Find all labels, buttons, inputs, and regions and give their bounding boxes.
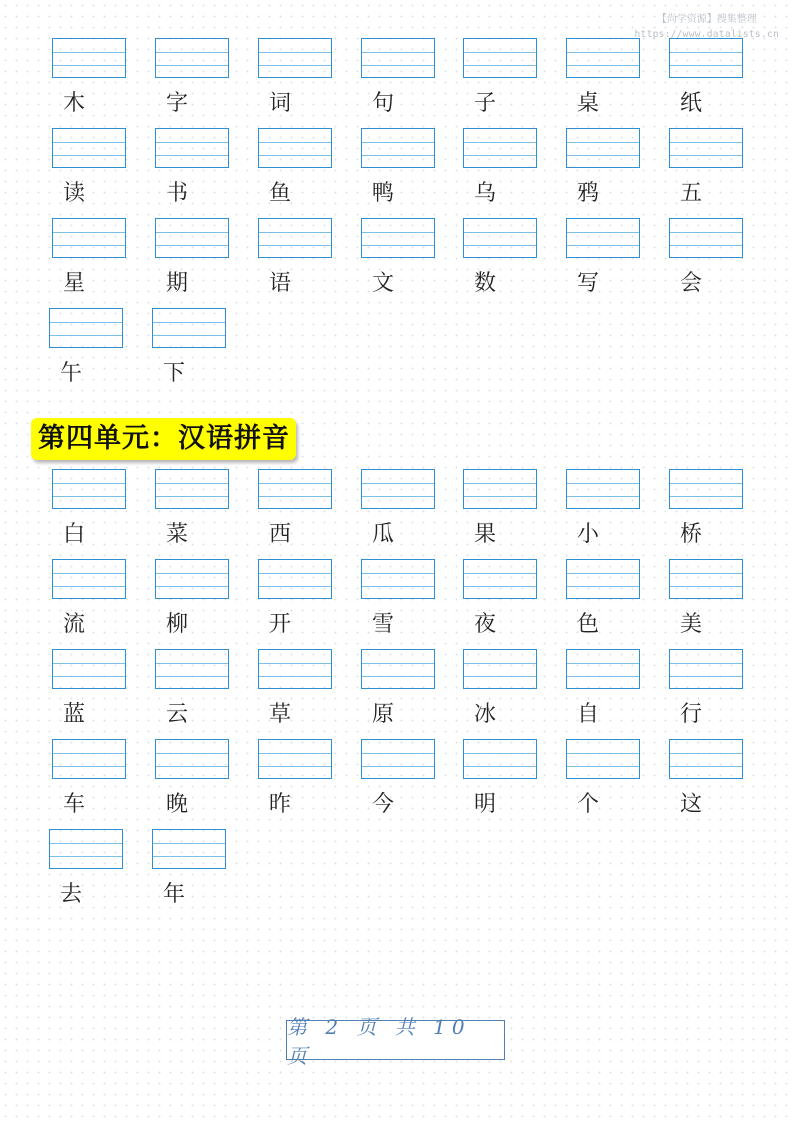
pinyin-writing-box[interactable]: [52, 739, 126, 779]
hanzi-character: 会: [680, 271, 703, 296]
practice-cell: [361, 649, 437, 739]
guide-line: [567, 663, 639, 664]
pinyin-writing-box[interactable]: [566, 649, 640, 689]
guide-line: [53, 496, 125, 497]
pinyin-writing-box[interactable]: [152, 829, 226, 869]
practice-cell: [361, 218, 437, 308]
guide-line: [464, 245, 536, 246]
practice-cell: [258, 559, 334, 649]
guide-line: [153, 856, 225, 857]
guide-line: [670, 663, 742, 664]
guide-line: [362, 676, 434, 677]
practice-cell: [463, 649, 539, 739]
guide-line: [567, 483, 639, 484]
hanzi-character: 冰: [474, 702, 497, 727]
pinyin-writing-box[interactable]: [155, 469, 229, 509]
guide-line: [362, 245, 434, 246]
guide-line: [153, 843, 225, 844]
pinyin-writing-box[interactable]: [155, 218, 229, 258]
pinyin-writing-box[interactable]: [463, 469, 537, 509]
hanzi-character: 鸦: [577, 181, 600, 206]
hanzi-character: 蓝: [63, 702, 86, 727]
practice-cell: [258, 38, 334, 128]
practice-cell: [361, 38, 437, 128]
hanzi-character: 白: [63, 522, 86, 547]
guide-line: [156, 676, 228, 677]
practice-cell: [52, 649, 128, 739]
hanzi-character: 写: [577, 271, 600, 296]
guide-line: [464, 586, 536, 587]
practice-cell: [52, 38, 128, 128]
practice-cell: [155, 559, 231, 649]
practice-cell: [258, 128, 334, 218]
pinyin-writing-box[interactable]: [566, 218, 640, 258]
hanzi-character: 这: [680, 792, 703, 817]
pinyin-writing-box[interactable]: [155, 38, 229, 78]
guide-line: [464, 52, 536, 53]
unit-heading: 第四单元：汉语拼音: [31, 418, 296, 460]
hanzi-character: 小: [577, 522, 600, 547]
guide-line: [362, 232, 434, 233]
guide-line: [156, 496, 228, 497]
pinyin-writing-box[interactable]: [669, 38, 743, 78]
practice-cell: [152, 829, 228, 919]
guide-line: [464, 676, 536, 677]
guide-line: [259, 676, 331, 677]
guide-line: [362, 65, 434, 66]
guide-line: [156, 142, 228, 143]
guide-line: [670, 245, 742, 246]
guide-line: [259, 155, 331, 156]
guide-line: [567, 586, 639, 587]
hanzi-character: 车: [63, 792, 86, 817]
guide-line: [567, 52, 639, 53]
guide-line: [53, 663, 125, 664]
guide-line: [156, 155, 228, 156]
hanzi-character: 书: [166, 181, 189, 206]
pinyin-writing-box[interactable]: [152, 308, 226, 348]
guide-line: [53, 232, 125, 233]
hanzi-character: 色: [577, 612, 600, 637]
guide-line: [156, 753, 228, 754]
guide-line: [53, 52, 125, 53]
practice-cell: [669, 649, 745, 739]
hanzi-character: 文: [372, 271, 395, 296]
pinyin-writing-box[interactable]: [155, 128, 229, 168]
guide-line: [50, 843, 122, 844]
guide-line: [259, 65, 331, 66]
hanzi-character: 流: [63, 612, 86, 637]
guide-line: [53, 753, 125, 754]
pinyin-writing-box[interactable]: [463, 218, 537, 258]
pinyin-writing-box[interactable]: [52, 469, 126, 509]
hanzi-character: 句: [372, 91, 395, 116]
hanzi-character: 期: [166, 271, 189, 296]
guide-line: [464, 573, 536, 574]
guide-line: [567, 766, 639, 767]
practice-cell: [463, 128, 539, 218]
hanzi-character: 今: [372, 792, 395, 817]
pinyin-writing-box[interactable]: [52, 649, 126, 689]
guide-line: [259, 766, 331, 767]
guide-line: [259, 483, 331, 484]
pinyin-writing-box[interactable]: [463, 739, 537, 779]
practice-cell: [669, 559, 745, 649]
pinyin-writing-box[interactable]: [361, 559, 435, 599]
pinyin-writing-box[interactable]: [49, 308, 123, 348]
pinyin-writing-box[interactable]: [669, 128, 743, 168]
practice-cell: [155, 128, 231, 218]
pinyin-writing-box[interactable]: [258, 559, 332, 599]
practice-cell: [152, 308, 228, 398]
practice-cell: [155, 469, 231, 559]
practice-cell: [669, 739, 745, 829]
pinyin-writing-box[interactable]: [566, 38, 640, 78]
practice-cell: [566, 739, 642, 829]
guide-line: [670, 142, 742, 143]
guide-line: [153, 335, 225, 336]
pinyin-writing-box[interactable]: [463, 128, 537, 168]
guide-line: [670, 753, 742, 754]
pinyin-writing-box[interactable]: [669, 218, 743, 258]
guide-line: [362, 483, 434, 484]
guide-line: [670, 483, 742, 484]
practice-cell: [669, 38, 745, 128]
guide-line: [259, 245, 331, 246]
practice-cell: [155, 218, 231, 308]
pinyin-writing-box[interactable]: [361, 128, 435, 168]
practice-cell: [52, 218, 128, 308]
hanzi-character: 果: [474, 522, 497, 547]
guide-line: [156, 483, 228, 484]
hanzi-character: 云: [166, 702, 189, 727]
practice-cell: [566, 38, 642, 128]
guide-line: [259, 232, 331, 233]
guide-line: [567, 142, 639, 143]
hanzi-character: 晚: [166, 792, 189, 817]
hanzi-character: 草: [269, 702, 292, 727]
hanzi-character: 行: [680, 702, 703, 727]
hanzi-character: 年: [163, 882, 186, 907]
pinyin-writing-box[interactable]: [669, 649, 743, 689]
practice-cell: [49, 829, 125, 919]
pinyin-writing-box[interactable]: [52, 559, 126, 599]
guide-line: [259, 586, 331, 587]
practice-cell: [463, 559, 539, 649]
guide-line: [259, 663, 331, 664]
guide-line: [259, 52, 331, 53]
hanzi-character: 瓜: [372, 522, 395, 547]
practice-row: [0, 218, 793, 308]
guide-line: [567, 496, 639, 497]
guide-line: [153, 322, 225, 323]
guide-line: [464, 766, 536, 767]
guide-line: [670, 676, 742, 677]
hanzi-character: 鱼: [269, 181, 292, 206]
guide-line: [156, 52, 228, 53]
hanzi-character: 柳: [166, 612, 189, 637]
pinyin-writing-box[interactable]: [52, 128, 126, 168]
hanzi-character: 明: [474, 792, 497, 817]
hanzi-character: 开: [269, 612, 292, 637]
practice-cell: [361, 469, 437, 559]
watermark-url: https://www.datalists.cn: [634, 29, 779, 40]
guide-line: [670, 232, 742, 233]
hanzi-character: 美: [680, 612, 703, 637]
pinyin-writing-box[interactable]: [155, 559, 229, 599]
practice-row: [0, 38, 793, 128]
practice-cell: [52, 128, 128, 218]
guide-line: [259, 496, 331, 497]
character-grid-b: [0, 469, 793, 919]
guide-line: [362, 155, 434, 156]
practice-cell: [566, 559, 642, 649]
pinyin-writing-box[interactable]: [566, 559, 640, 599]
hanzi-character: 桌: [577, 91, 600, 116]
pinyin-writing-box[interactable]: [155, 739, 229, 779]
guide-line: [53, 245, 125, 246]
practice-cell: [361, 559, 437, 649]
guide-line: [53, 586, 125, 587]
practice-cell: [463, 739, 539, 829]
practice-cell: [361, 739, 437, 829]
pinyin-writing-box[interactable]: [52, 38, 126, 78]
guide-line: [567, 676, 639, 677]
practice-cell: [49, 308, 125, 398]
hanzi-character: 数: [474, 271, 497, 296]
guide-line: [464, 142, 536, 143]
pinyin-writing-box[interactable]: [669, 559, 743, 599]
practice-row: [0, 308, 793, 398]
pinyin-writing-box[interactable]: [463, 38, 537, 78]
pinyin-writing-box[interactable]: [258, 38, 332, 78]
pinyin-writing-box[interactable]: [669, 469, 743, 509]
practice-cell: [155, 649, 231, 739]
hanzi-character: 字: [166, 91, 189, 116]
pinyin-writing-box[interactable]: [258, 739, 332, 779]
guide-line: [670, 65, 742, 66]
guide-line: [362, 142, 434, 143]
pinyin-writing-box[interactable]: [361, 469, 435, 509]
practice-row: [0, 649, 793, 739]
pinyin-writing-box[interactable]: [463, 559, 537, 599]
guide-line: [53, 676, 125, 677]
hanzi-character: 桥: [680, 522, 703, 547]
hanzi-character: 五: [680, 181, 703, 206]
guide-line: [53, 483, 125, 484]
practice-cell: [52, 469, 128, 559]
guide-line: [464, 483, 536, 484]
practice-cell: [361, 128, 437, 218]
guide-line: [156, 586, 228, 587]
guide-line: [362, 766, 434, 767]
hanzi-character: 子: [474, 91, 497, 116]
guide-line: [50, 856, 122, 857]
hanzi-character: 原: [372, 702, 395, 727]
guide-line: [259, 753, 331, 754]
practice-row: [0, 559, 793, 649]
hanzi-character: 下: [163, 361, 186, 386]
guide-line: [464, 753, 536, 754]
guide-line: [670, 496, 742, 497]
pinyin-writing-box[interactable]: [361, 218, 435, 258]
practice-cell: [52, 739, 128, 829]
practice-cell: [463, 469, 539, 559]
hanzi-character: 夜: [474, 612, 497, 637]
guide-line: [670, 766, 742, 767]
practice-cell: [258, 469, 334, 559]
practice-cell: [155, 38, 231, 128]
pinyin-writing-box[interactable]: [566, 739, 640, 779]
guide-line: [464, 232, 536, 233]
hanzi-character: 自: [577, 702, 600, 727]
pinyin-writing-box[interactable]: [361, 38, 435, 78]
guide-line: [464, 496, 536, 497]
guide-line: [53, 65, 125, 66]
guide-line: [156, 573, 228, 574]
guide-line: [259, 142, 331, 143]
guide-line: [53, 142, 125, 143]
pinyin-writing-box[interactable]: [49, 829, 123, 869]
guide-line: [50, 322, 122, 323]
guide-line: [259, 573, 331, 574]
guide-line: [567, 232, 639, 233]
guide-line: [464, 663, 536, 664]
practice-cell: [258, 218, 334, 308]
practice-row: [0, 829, 793, 919]
hanzi-character: 纸: [680, 91, 703, 116]
guide-line: [567, 65, 639, 66]
guide-line: [156, 232, 228, 233]
pinyin-writing-box[interactable]: [361, 649, 435, 689]
guide-line: [567, 753, 639, 754]
hanzi-character: 乌: [474, 181, 497, 206]
pinyin-writing-box[interactable]: [52, 218, 126, 258]
guide-line: [156, 65, 228, 66]
pinyin-writing-box[interactable]: [258, 469, 332, 509]
practice-row: [0, 739, 793, 829]
practice-cell: [669, 469, 745, 559]
hanzi-character: 西: [269, 522, 292, 547]
practice-row: [0, 128, 793, 218]
pinyin-writing-box[interactable]: [566, 128, 640, 168]
guide-line: [670, 52, 742, 53]
guide-line: [362, 573, 434, 574]
practice-cell: [463, 38, 539, 128]
practice-cell: [566, 218, 642, 308]
guide-line: [567, 573, 639, 574]
hanzi-character: 菜: [166, 522, 189, 547]
practice-cell: [258, 739, 334, 829]
guide-line: [53, 766, 125, 767]
guide-line: [670, 573, 742, 574]
guide-line: [53, 155, 125, 156]
guide-line: [567, 155, 639, 156]
watermark-title: 【尚学资源】搜集整理: [656, 14, 757, 25]
page-number: 第 2 页 共 10 页: [286, 1020, 505, 1060]
hanzi-character: 语: [269, 271, 292, 296]
guide-line: [50, 335, 122, 336]
pinyin-writing-box[interactable]: [258, 218, 332, 258]
guide-line: [567, 245, 639, 246]
guide-line: [362, 586, 434, 587]
pinyin-writing-box[interactable]: [155, 649, 229, 689]
pinyin-writing-box[interactable]: [669, 739, 743, 779]
practice-cell: [155, 739, 231, 829]
hanzi-character: 去: [60, 882, 83, 907]
hanzi-character: 星: [63, 271, 86, 296]
practice-cell: [52, 559, 128, 649]
practice-cell: [258, 649, 334, 739]
hanzi-character: 昨: [269, 792, 292, 817]
hanzi-character: 木: [63, 91, 86, 116]
guide-line: [362, 52, 434, 53]
guide-line: [362, 753, 434, 754]
hanzi-character: 雪: [372, 612, 395, 637]
pinyin-writing-box[interactable]: [463, 649, 537, 689]
hanzi-character: 读: [63, 181, 86, 206]
pinyin-writing-box[interactable]: [566, 469, 640, 509]
practice-cell: [566, 649, 642, 739]
character-grid-a: [0, 38, 793, 398]
practice-cell: [566, 128, 642, 218]
guide-line: [670, 155, 742, 156]
guide-line: [53, 573, 125, 574]
pinyin-writing-box[interactable]: [361, 739, 435, 779]
guide-line: [362, 496, 434, 497]
guide-line: [362, 663, 434, 664]
pinyin-writing-box[interactable]: [258, 128, 332, 168]
guide-line: [156, 245, 228, 246]
guide-line: [670, 586, 742, 587]
hanzi-character: 词: [269, 91, 292, 116]
guide-line: [464, 155, 536, 156]
guide-line: [156, 663, 228, 664]
hanzi-character: 午: [60, 361, 83, 386]
practice-cell: [669, 128, 745, 218]
practice-cell: [566, 469, 642, 559]
practice-row: [0, 469, 793, 559]
practice-cell: [463, 218, 539, 308]
practice-cell: [669, 218, 745, 308]
pinyin-writing-box[interactable]: [258, 649, 332, 689]
hanzi-character: 鸭: [372, 181, 395, 206]
hanzi-character: 个: [577, 792, 600, 817]
guide-line: [156, 766, 228, 767]
guide-line: [464, 65, 536, 66]
